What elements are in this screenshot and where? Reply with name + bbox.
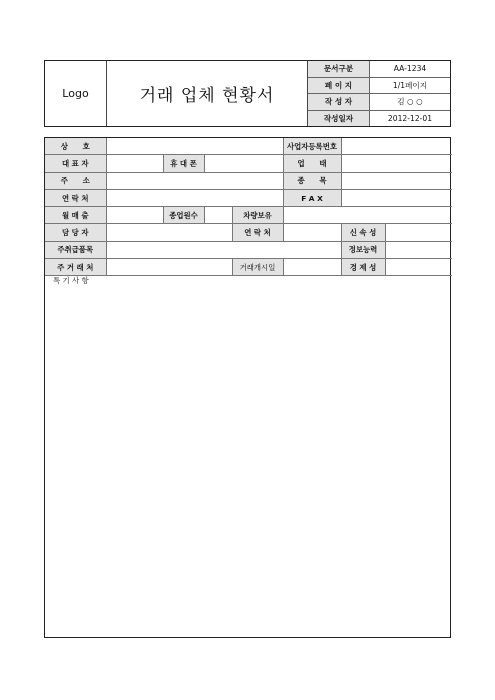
document-title: 거래 업체 현황서 — [107, 61, 308, 126]
meta-label: 작 성 자 — [308, 94, 370, 110]
representative-field[interactable] — [106, 155, 163, 172]
manager-field[interactable] — [106, 224, 232, 241]
representative-label: 대 표 자 — [45, 155, 106, 172]
monthly-sales-label: 월 매 출 — [45, 207, 106, 224]
main-items-label: 주취급품목 — [45, 241, 106, 258]
document-meta — [308, 61, 450, 126]
meta-value: 김 ○ ○ — [397, 97, 423, 107]
trade-start-date-field[interactable] — [283, 259, 341, 276]
table-row — [45, 224, 452, 241]
info-capability-field[interactable] — [385, 241, 452, 258]
company-info-form — [44, 137, 451, 638]
meta-label: 페 이 지 — [308, 78, 370, 94]
economic-status-field[interactable] — [385, 259, 452, 276]
business-reg-no-field[interactable] — [341, 138, 452, 155]
company-info-table — [45, 138, 452, 276]
document-header — [44, 60, 451, 127]
contact-label: 연 락 처 — [45, 189, 106, 206]
special-notes-label: 특 기 사 항 — [53, 276, 89, 285]
trade-start-date-label: 거래개시일 — [232, 259, 283, 276]
meta-value: 2012-12-01 — [387, 113, 433, 123]
meta-row-date — [308, 111, 450, 127]
table-row — [45, 241, 452, 258]
company-name-field[interactable] — [106, 138, 283, 155]
table-row — [45, 172, 452, 189]
business-item-label: 종 목 — [283, 172, 341, 189]
address-label: 주 소 — [45, 172, 106, 189]
business-item-field[interactable] — [341, 172, 452, 189]
meta-row-page — [308, 78, 450, 95]
contact-field[interactable] — [106, 189, 283, 206]
meta-value: 1/1페이지 — [392, 80, 428, 90]
business-type-field[interactable] — [341, 155, 452, 172]
fax-label: F A X — [283, 189, 341, 206]
manager-label: 담 당 자 — [45, 224, 106, 241]
main-items-field[interactable] — [106, 241, 341, 258]
table-row — [45, 155, 452, 172]
manager-contact-label: 연 락 처 — [232, 224, 283, 241]
mobile-label: 휴 대 폰 — [163, 155, 204, 172]
monthly-sales-field[interactable] — [106, 207, 163, 224]
meta-row-doc-type — [308, 61, 450, 78]
table-row — [45, 207, 452, 224]
main-clients-field[interactable] — [106, 259, 232, 276]
vehicles-label: 차량보유 — [232, 207, 283, 224]
business-type-label: 업 태 — [283, 155, 341, 172]
logo: Logo — [45, 61, 107, 126]
credit-rating-label: 신 속 성 — [341, 224, 385, 241]
credit-rating-field[interactable] — [385, 224, 452, 241]
company-name-label: 상 호 — [45, 138, 106, 155]
meta-row-author — [308, 94, 450, 111]
manager-contact-field[interactable] — [283, 224, 341, 241]
table-row — [45, 189, 452, 206]
meta-label: 문서구분 — [308, 61, 370, 77]
economic-status-label: 경 제 성 — [341, 259, 385, 276]
address-field[interactable] — [106, 172, 283, 189]
table-row — [45, 259, 452, 276]
meta-value: AA-1234 — [393, 64, 427, 74]
fax-field[interactable] — [341, 189, 452, 206]
business-reg-no-label: 사업자등록번호 — [283, 138, 341, 155]
vehicles-field[interactable] — [283, 207, 452, 224]
mobile-field[interactable] — [204, 155, 283, 172]
info-capability-label: 정보능력 — [341, 241, 385, 258]
employees-label: 종업원수 — [163, 207, 204, 224]
table-row — [45, 138, 452, 155]
employees-field[interactable] — [204, 207, 232, 224]
main-clients-label: 주 거 래 처 — [45, 259, 106, 276]
meta-label: 작성일자 — [308, 111, 370, 127]
